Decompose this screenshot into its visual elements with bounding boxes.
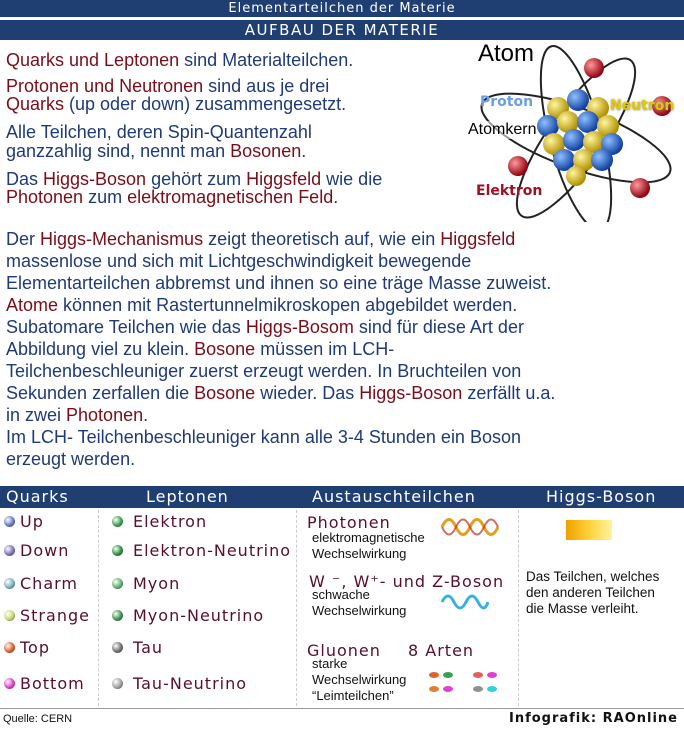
label-neutron: Neutron (610, 98, 675, 114)
term-bosone: Bosone (194, 339, 256, 359)
body-line-7: Teilchenbeschleuniger zuerst erzeugt werden. In Bruchteilen von (6, 361, 522, 381)
body-line-3: Elementarteilchen abbremst und ihnen so eine träge Masse zuweist. (6, 273, 552, 293)
body-line-4 (6, 295, 517, 316)
higgs-boson-icon (566, 520, 612, 540)
term-photonen: Photonen (66, 405, 144, 425)
w-z-boson-desc-2: Wechselwirkung (312, 603, 407, 618)
particle-table-header (0, 486, 684, 508)
text: zum (83, 187, 128, 207)
footer (0, 708, 684, 729)
quark-name: Down (20, 541, 70, 560)
gluonen-desc-3: “Leimteilchen” (312, 688, 394, 703)
text: können mit Rastertunnelmikroskopen abgebildet werden. (58, 295, 518, 315)
body-line-2: massenlose und sich mit Lichtgeschwindigkeit bewegende (6, 251, 472, 271)
quark-dot (4, 642, 15, 653)
text: ganzzahlig sind, nennt man (6, 141, 231, 161)
higgs-desc-1: Das Teilchen, welches (526, 569, 660, 584)
text: (up oder down) zusammengesetzt. (64, 94, 347, 114)
term-em-feld: elektromagnetischen Feld (127, 187, 334, 207)
photonen-desc-1: elektromagnetische (312, 530, 425, 545)
lepton-dot (112, 545, 123, 556)
term-higgsfeld: Higgsfeld (246, 169, 322, 189)
text: müssen im LCH- (255, 339, 395, 359)
lepton-dot (112, 578, 123, 589)
body-line-1 (6, 229, 515, 250)
photonen-desc-2: Wechselwirkung (312, 546, 407, 561)
lepton-dot (112, 642, 123, 653)
lepton-name: Tau (133, 638, 164, 657)
lepton-dot (112, 678, 123, 689)
text: sind aus je drei (203, 76, 330, 96)
page-title: Elementarteilchen der Materie (228, 1, 456, 16)
term-higgsfeld: Higgsfeld (440, 229, 516, 249)
lepton-name: Elektron (133, 512, 208, 531)
lepton-name: Myon-Neutrino (133, 606, 265, 625)
electron-particle (508, 156, 528, 176)
lepton-name: Elektron-Neutrino (133, 541, 292, 560)
quark-dot (4, 578, 15, 589)
label-atom: Atom (478, 40, 535, 67)
lepton-dot (112, 516, 123, 527)
term-atome: Atome (6, 295, 59, 315)
infografik-credit: Infografik: RAOnline (508, 711, 678, 726)
text: wie die (321, 169, 383, 189)
column-higgs-boson: Higgs-Boson (546, 487, 657, 506)
text: sind für diese Art der (353, 317, 524, 337)
text: Der (6, 229, 41, 249)
body-line-5 (6, 317, 524, 338)
intro-line-7 (6, 187, 338, 208)
term-quarks-leptonen: Quarks und Leptonen (6, 50, 180, 70)
page-subtitle: AUFBAU DER MATERIE (244, 21, 440, 39)
electron-particle (584, 58, 604, 78)
body-line-9 (6, 405, 148, 426)
gluon-pairs-icon (428, 670, 502, 696)
quark-name: Top (20, 638, 50, 657)
label-elektron: Elektron (476, 183, 543, 199)
intro-line-3 (6, 94, 346, 115)
quark-name: Up (20, 512, 44, 531)
column-divider (98, 510, 100, 706)
term-protonen-neutronen: Protonen und Neutronen (6, 76, 204, 96)
intro-line-1 (6, 50, 353, 71)
w-z-boson-desc-1: schwache (312, 587, 370, 602)
top-title-bar (0, 0, 684, 17)
text: in zwei (6, 405, 67, 425)
term-higgs-bosom: Higgs-Bosom (245, 317, 354, 337)
lepton-name: Tau-Neutrino (133, 674, 248, 693)
label-atomkern: Atomkern (468, 121, 537, 138)
gluonen-desc-1: starke (312, 656, 348, 671)
text: Abbildung viel zu klein. (6, 339, 195, 359)
quark-name: Charm (20, 574, 78, 593)
quark-dot (4, 545, 15, 556)
term-photonen: Photonen (6, 187, 84, 207)
term-higgs-boson: Higgs-Boson (359, 383, 463, 403)
gluonen-desc-2: Wechselwirkung (312, 672, 407, 687)
electron-particle (630, 178, 650, 198)
subtitle-bar (0, 20, 684, 40)
column-leptonen: Leptonen (146, 487, 229, 506)
text: Alle Teilchen, deren Spin-Quantenzahl (6, 122, 312, 142)
term-bosone: Bosone (194, 383, 256, 403)
body-line-8 (6, 383, 555, 404)
text: Subatomare Teilchen wie das (6, 317, 246, 337)
text: gehört zum (146, 169, 247, 189)
text: . (143, 405, 149, 425)
quark-name: Bottom (20, 674, 85, 693)
term-higgs-mechanismus: Higgs-Mechanismus (40, 229, 204, 249)
term-higgs-boson: Higgs-Boson (43, 169, 147, 189)
body-line-6 (6, 339, 394, 360)
column-divider (518, 510, 520, 706)
text: zeigt theoretisch auf, wie ein (203, 229, 441, 249)
text: wieder. Das (255, 383, 360, 403)
gluonen-title: Gluonen (307, 641, 381, 660)
body-line-11: erzeugt werden. (6, 449, 136, 469)
quark-dot (4, 516, 15, 527)
column-austauschteilchen: Austauschteilchen (312, 487, 476, 506)
lepton-name: Myon (133, 574, 181, 593)
photon-wave-icon (440, 512, 500, 542)
text: zerfällt u.a. (462, 383, 556, 403)
lepton-dot (112, 610, 123, 621)
text: sind Materialteilchen. (179, 50, 354, 70)
text: . (333, 187, 339, 207)
intro-line-5 (6, 141, 306, 162)
column-quarks: Quarks (6, 487, 69, 506)
w-z-boson-wave-icon (440, 590, 490, 614)
intro-line-4 (6, 122, 312, 143)
w-z-boson-title: W ⁻, W⁺- und Z-Boson (309, 572, 505, 591)
quark-dot (4, 678, 15, 689)
text: Sekunden zerfallen die (6, 383, 195, 403)
label-proton: Proton (480, 94, 534, 110)
body-line-10: Im LCH- Teilchenbeschleuniger kann alle 3-4 Stunden ein Boson (6, 427, 521, 447)
quark-dot (4, 610, 15, 621)
text: Das (6, 169, 44, 189)
text: . (301, 141, 307, 161)
higgs-desc-3: die Masse verleiht. (526, 601, 639, 616)
higgs-desc-2: den anderen Teilchen (526, 585, 655, 600)
quark-name: Strange (20, 606, 90, 625)
term-quarks: Quarks (6, 94, 65, 114)
atom-illustration (466, 38, 684, 222)
column-divider (296, 510, 298, 706)
source-credit: Quelle: CERN (3, 713, 73, 725)
gluonen-arten: 8 Arten (408, 641, 475, 660)
photonen-title: Photonen (307, 513, 391, 532)
term-bosonen: Bosonen (230, 141, 302, 161)
